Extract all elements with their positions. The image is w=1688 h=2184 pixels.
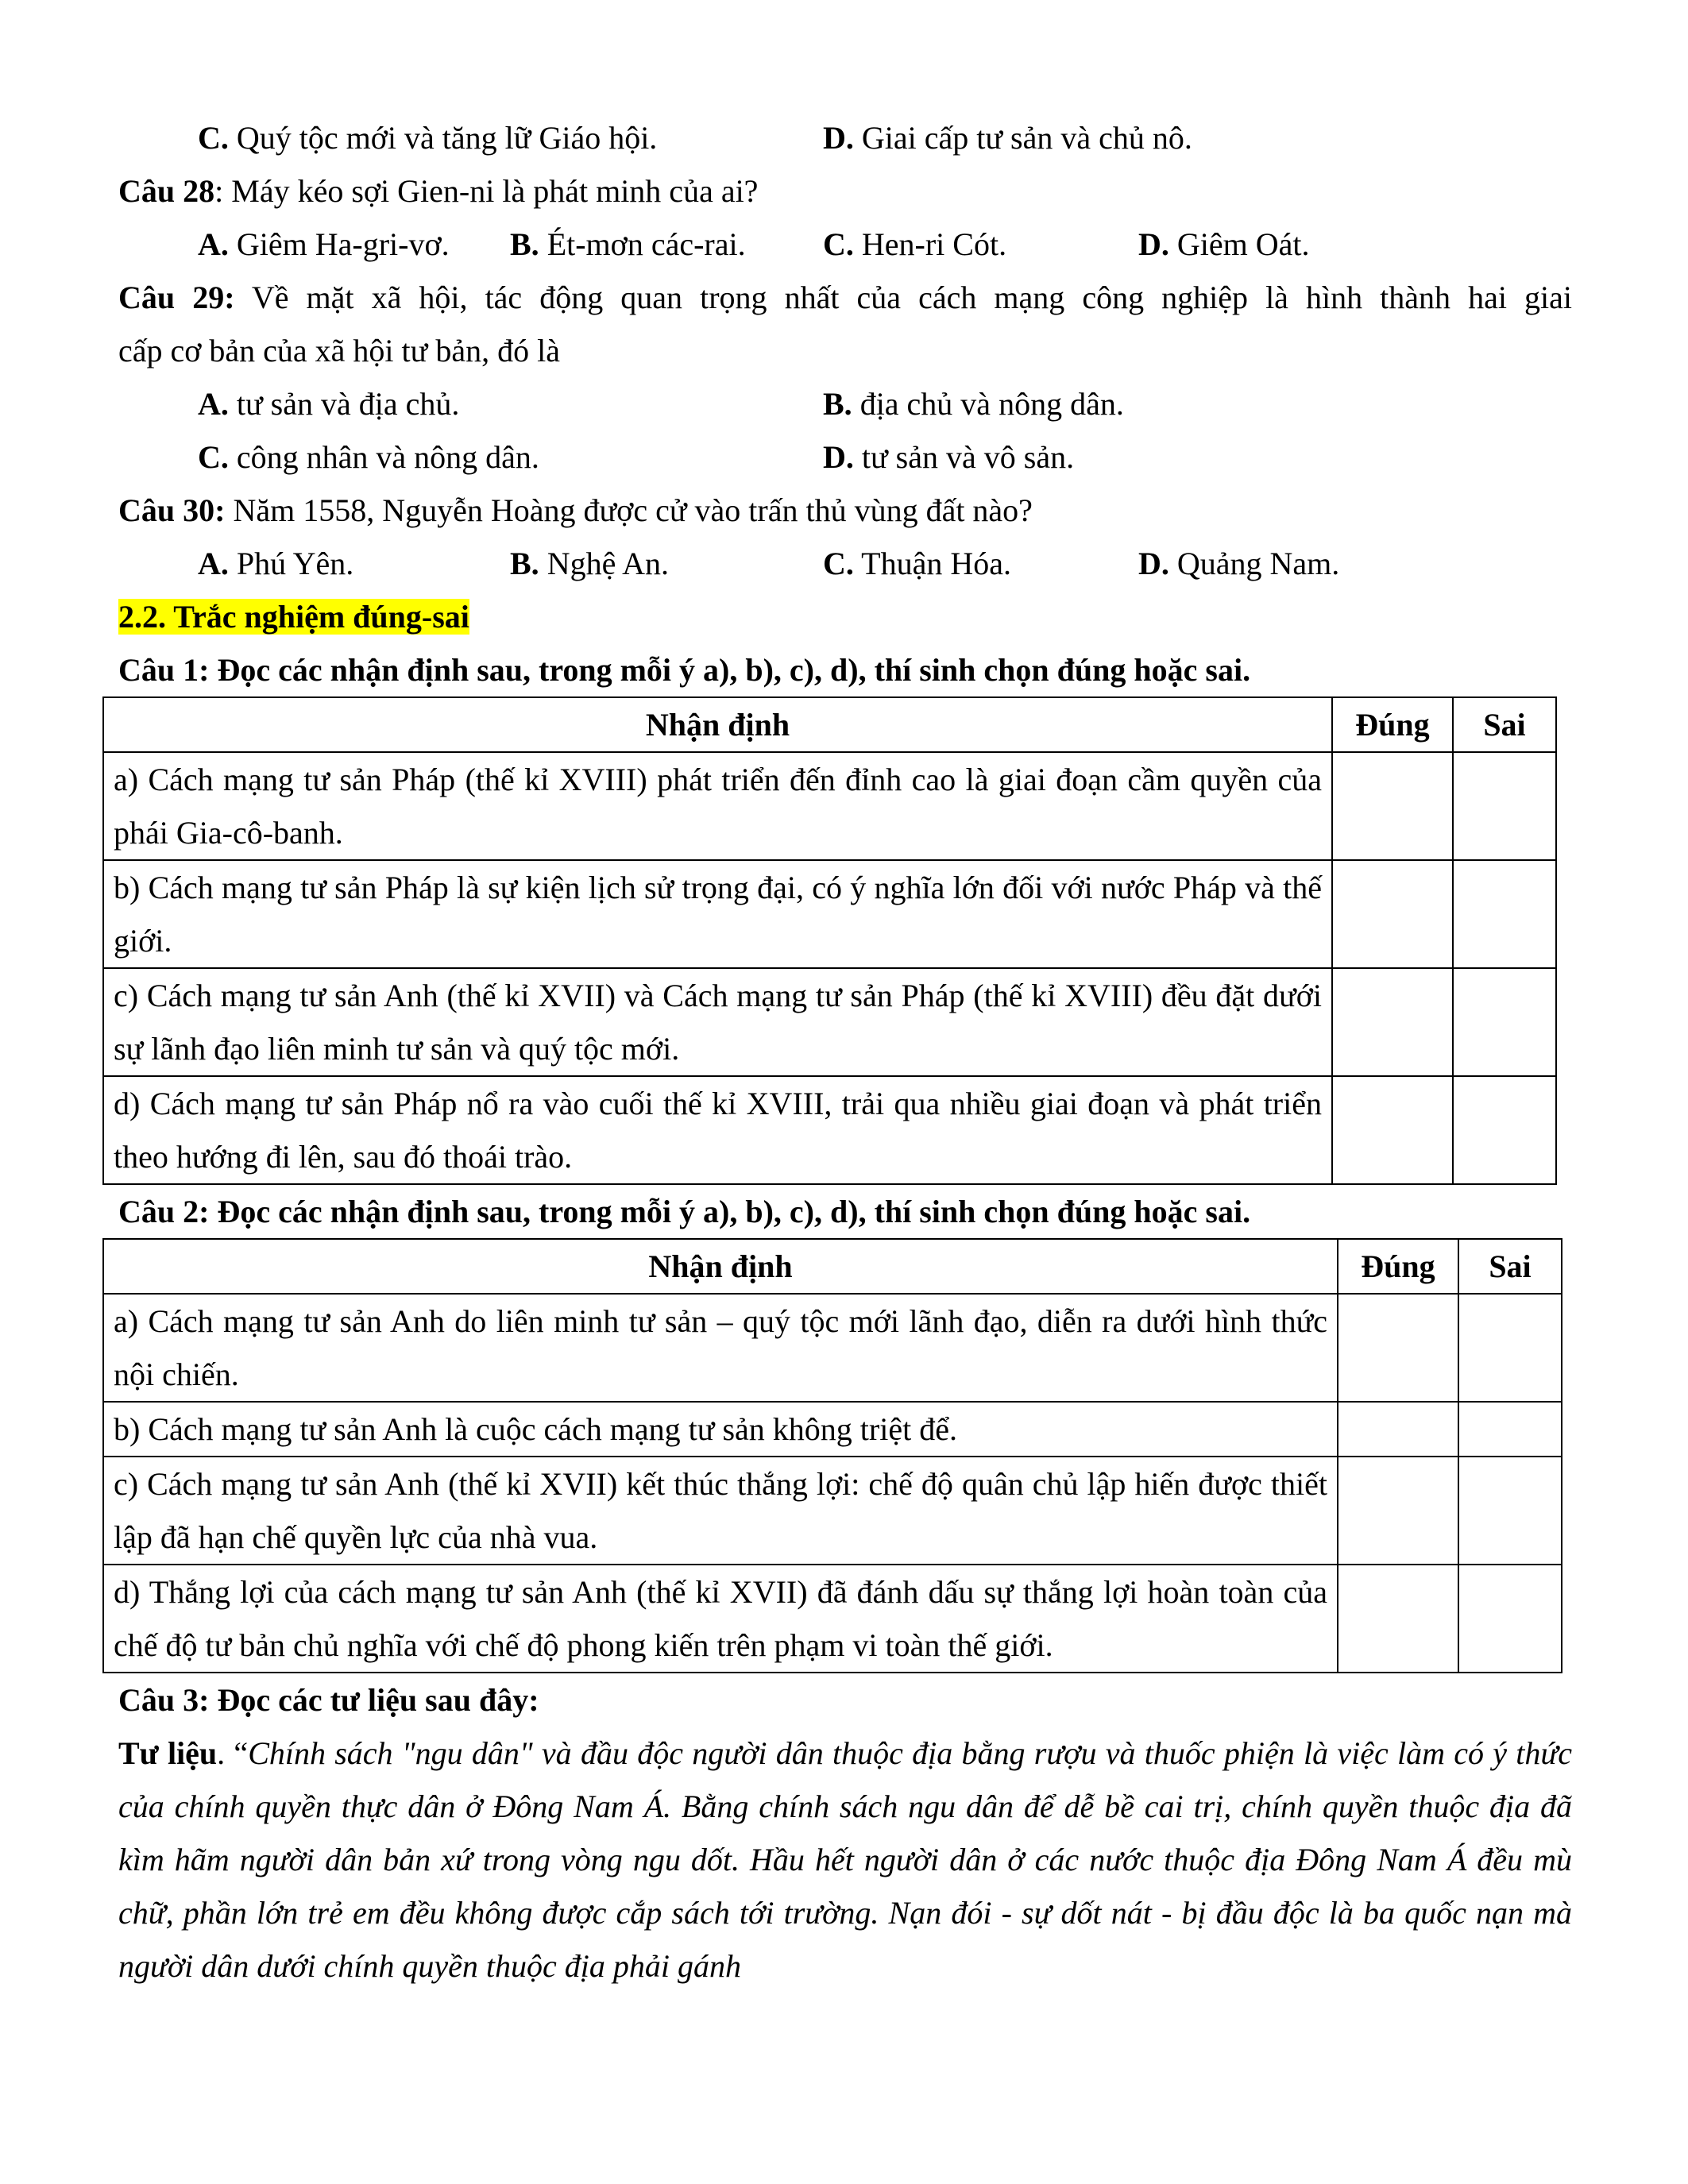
tf1-header-row: [103, 697, 1556, 752]
tf1-false-cell-a[interactable]: [1453, 752, 1556, 860]
q27-option-c: C. Quý tộc mới và tăng lữ Giáo hội.: [198, 120, 658, 156]
tf2-false-cell-b[interactable]: [1458, 1402, 1562, 1457]
tf2-false-cell-c[interactable]: [1458, 1457, 1562, 1565]
tf1-true-cell-d[interactable]: [1332, 1076, 1453, 1184]
q29-stem-line1: Câu 29: Về mặt xã hội, tác động quan trọng nhất của cách mạng công nghiệp là hình thành hai giai: [118, 280, 1572, 315]
tf2-title: Câu 2: Đọc các nhận định sau, trong mỗi ý a), b), c), d), thí sinh chọn đúng hoặc sai.: [118, 1194, 1251, 1229]
tf1-statement-c: c) Cách mạng tư sản Anh (thế kỉ XVII) và Cách mạng tư sản Pháp (thế kỉ XVIII) đều đặt dưới sự lãnh đạo liên minh tư sản và quý tộc mới.: [103, 968, 1332, 1076]
tf2-statement-c: c) Cách mạng tư sản Anh (thế kỉ XVII) kết thúc thắng lợi: chế độ quân chủ lập hiến được thiết lập đã hạn chế quyền lực của nhà vua.: [103, 1457, 1338, 1565]
q28-option-d: D. Giêm Oát.: [1138, 226, 1310, 262]
q30-option-c: C. Thuận Hóa.: [823, 546, 1011, 581]
q30-options: [118, 537, 1572, 590]
table-row: [103, 1565, 1562, 1673]
tf1-statement-d: d) Cách mạng tư sản Pháp nổ ra vào cuối thế kỉ XVIII, trải qua nhiều giai đoạn và phát triển theo hướng đi lên, sau đó thoái trào.: [103, 1076, 1332, 1184]
q3-source-paragraph: [118, 1727, 1572, 1993]
q27-options: [118, 111, 1572, 164]
q28-options: [118, 218, 1572, 271]
q3-source-label: Tư liệu: [118, 1735, 218, 1771]
tf1-false-cell-c[interactable]: [1453, 968, 1556, 1076]
tf1-statement-a: a) Cách mạng tư sản Pháp (thế kỉ XVIII) phát triển đến đỉnh cao là giai đoạn cầm quyền của phái Gia-cô-banh.: [103, 752, 1332, 860]
tf2-false-cell-a[interactable]: [1458, 1294, 1562, 1402]
tf1-true-cell-a[interactable]: [1332, 752, 1453, 860]
tf2-statement-d: d) Thắng lợi của cách mạng tư sản Anh (thế kỉ XVII) đã đánh dấu sự thắng lợi hoàn toàn của chế độ tư bản chủ nghĩa với chế độ phong kiến trên phạm vi toàn thế giới.: [103, 1565, 1338, 1673]
tf1-true-cell-b[interactable]: [1332, 860, 1453, 968]
tf1-false-cell-d[interactable]: [1453, 1076, 1556, 1184]
tf2-header-true: Đúng: [1338, 1239, 1458, 1294]
table-row: [103, 1294, 1562, 1402]
q30-stem: Câu 30: Năm 1558, Nguyễn Hoàng được cử vào trấn thủ vùng đất nào?: [118, 492, 1033, 528]
document-page: [114, 111, 1572, 1993]
q29-option-d: D. tư sản và vô sản.: [823, 439, 1075, 475]
table-row: [103, 752, 1556, 860]
tf1-title: Câu 1: Đọc các nhận định sau, trong mỗi ý a), b), c), d), thí sinh chọn đúng hoặc sai.: [118, 652, 1251, 688]
tf2-false-cell-d[interactable]: [1458, 1565, 1562, 1673]
tf2-table: [102, 1238, 1562, 1673]
tf1-statement-b: b) Cách mạng tư sản Pháp là sự kiện lịch sử trọng đại, có ý nghĩa lớn đối với nước Pháp và thế giới.: [103, 860, 1332, 968]
tf2-true-cell-d[interactable]: [1338, 1565, 1458, 1673]
tf1-header-statement: Nhận định: [103, 697, 1332, 752]
q28-option-c: C. Hen-ri Cót.: [823, 226, 1007, 262]
q30-option-a: A. Phú Yên.: [198, 546, 354, 581]
q3-source-text: Chính sách "ngu dân" và đầu độc người dân thuộc địa bằng rượu và thuốc phiện là việc làm có ý thức của chính quyền thực dân ở Đông Nam Á. Bằng chính sách ngu dân để dễ bề cai trị, chính quyền thuộc địa đã kìm hãm người dân bản xứ trong vòng ngu dốt. Hầu hết người dân ở các nước thuộc địa Đông Nam Á đều mù chữ, phần lớn trẻ em đều không được cắp sách tới trường. Nạn đói - sự dốt nát - bị đầu độc là ba quốc nạn mà người dân dưới chính quyền thuộc địa phải gánh: [118, 1735, 1572, 1984]
table-row: [103, 968, 1556, 1076]
tf2-statement-b: b) Cách mạng tư sản Anh là cuộc cách mạng tư sản không triệt để.: [103, 1402, 1338, 1457]
q28-option-a: A. Giêm Ha-gri-vơ.: [198, 226, 450, 262]
tf2-header-row: [103, 1239, 1562, 1294]
table-row: [103, 1402, 1562, 1457]
q29-option-b: B. địa chủ và nông dân.: [823, 386, 1124, 422]
q3-title: Câu 3: Đọc các tư liệu sau đây:: [118, 1682, 539, 1718]
q28-option-b: B. Ét-mơn các-rai.: [510, 226, 746, 262]
tf2-true-cell-c[interactable]: [1338, 1457, 1458, 1565]
section-heading: 2.2. Trắc nghiệm đúng-sai: [118, 599, 469, 635]
tf1-false-cell-b[interactable]: [1453, 860, 1556, 968]
table-row: [103, 1457, 1562, 1565]
q30-option-d: D. Quảng Nam.: [1138, 546, 1340, 581]
table-row: [103, 1076, 1556, 1184]
tf2-true-cell-b[interactable]: [1338, 1402, 1458, 1457]
tf2-statement-a: a) Cách mạng tư sản Anh do liên minh tư sản – quý tộc mới lãnh đạo, diễn ra dưới hình thức nội chiến.: [103, 1294, 1338, 1402]
q3-source-separator: . “: [217, 1735, 249, 1771]
tf2-true-cell-a[interactable]: [1338, 1294, 1458, 1402]
tf2-header-false: Sai: [1458, 1239, 1562, 1294]
q27-option-d: D. Giai cấp tư sản và chủ nô.: [823, 120, 1192, 156]
q30-option-b: B. Nghệ An.: [510, 546, 670, 581]
tf1-true-cell-c[interactable]: [1332, 968, 1453, 1076]
q29-options-row1: [118, 377, 1572, 430]
q29-options-row2: [118, 430, 1572, 484]
q29-option-a: A. tư sản và địa chủ.: [198, 386, 460, 422]
tf1-table: [102, 696, 1557, 1185]
table-row: [103, 860, 1556, 968]
tf1-header-false: Sai: [1453, 697, 1556, 752]
tf2-header-statement: Nhận định: [103, 1239, 1338, 1294]
q29-stem-line2: cấp cơ bản của xã hội tư bản, đó là: [118, 333, 560, 369]
q28-stem: Câu 28: Máy kéo sợi Gien-ni là phát minh của ai?: [118, 173, 759, 209]
tf1-header-true: Đúng: [1332, 697, 1453, 752]
q29-option-c: C. công nhân và nông dân.: [198, 439, 539, 475]
